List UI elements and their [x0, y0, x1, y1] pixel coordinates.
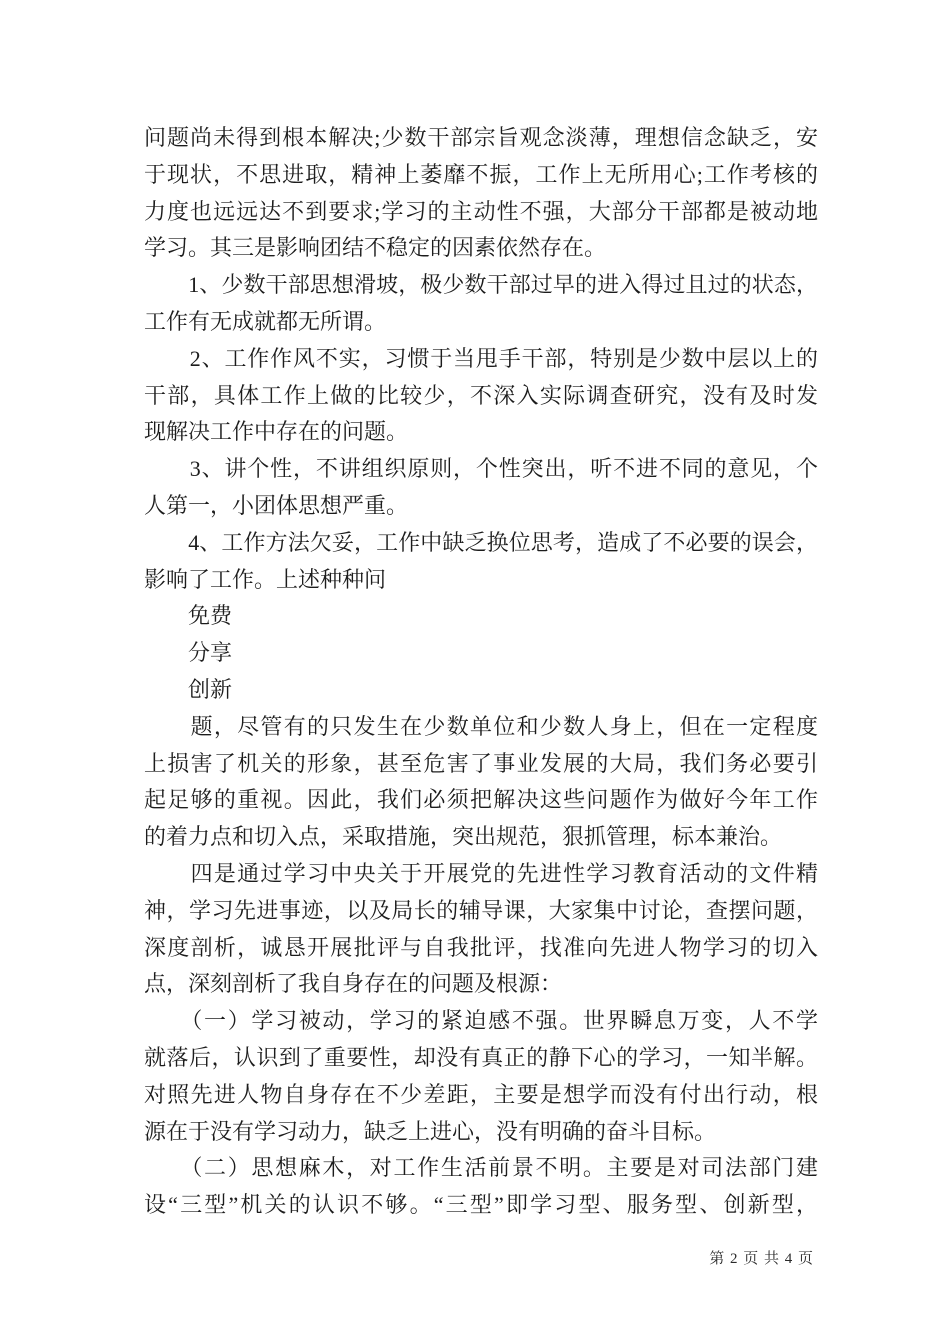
document-line: （二）思想麻木，对工作生活前景不明。主要是对司法部门建	[144, 1155, 818, 1181]
document-line: 力度也远远达不到要求;学习的主动性不强，大部分干部都是被动地	[144, 198, 818, 224]
document-line: 问题尚未得到根本解决;少数干部宗旨观念淡薄，理想信念缺乏，安	[144, 125, 818, 150]
document-line: 四是通过学习中央关于开展党的先进性学习教育活动的文件精	[144, 860, 818, 886]
document-line: 影响了工作。上述种种问	[144, 566, 387, 592]
document-line: 于现状，不思进取，精神上萎靡不振，工作上无所用心;工作考核的	[144, 161, 818, 187]
document-line: 起足够的重视。因此，我们必须把解决这些问题作为做好今年工作	[144, 787, 818, 813]
document-line: 对照先进人物自身存在不少差距，主要是想学而没有付出行动，根	[144, 1081, 818, 1107]
document-body	[144, 120, 818, 1224]
document-line: 1、少数干部思想滑坡，极少数干部过早的进入得过且过的状态，	[144, 272, 818, 298]
document-line: 的着力点和切入点，采取措施，突出规范，狠抓管理，标本兼治。	[144, 824, 783, 850]
document-line: 神，学习先进事迹，以及局长的辅导课，大家集中讨论，查摆问题，	[144, 897, 818, 923]
document-line: 深度剖析，诚恳开展批评与自我批评，找准向先进人物学习的切入	[144, 934, 818, 960]
document-line: 2、工作作风不实，习惯于当甩手干部，特别是少数中层以上的	[144, 345, 818, 371]
document-line: 创新	[144, 676, 233, 702]
document-line: 3、讲个性，不讲组织原则，个性突出，听不进不同的意见，个	[144, 456, 818, 482]
document-line: （一）学习被动，学习的紧迫感不强。世界瞬息万变，人不学	[144, 1008, 818, 1034]
document-line: 工作有无成就都无所谓。	[144, 308, 387, 334]
document-line: 人第一，小团体思想严重。	[144, 492, 409, 518]
document-line: 源在于没有学习动力，缺乏上进心，没有明确的奋斗目标。	[144, 1118, 717, 1144]
document-line: 上损害了机关的形象，甚至危害了事业发展的大局，我们务必要引	[144, 750, 818, 776]
document-line: 现解决工作中存在的问题。	[144, 419, 409, 445]
document-line: 4、工作方法欠妥，工作中缺乏换位思考，造成了不必要的误会，	[144, 529, 818, 555]
document-line: 设“三型”机关的认识不够。“三型”即学习型、服务型、创新型，	[144, 1192, 818, 1218]
document-line: 学习。其三是影响团结不稳定的因素依然存在。	[144, 235, 607, 261]
document-line: 题，尽管有的只发生在少数单位和少数人身上，但在一定程度	[144, 713, 818, 739]
document-line: 免费	[144, 603, 233, 629]
document-line: 就落后，认识到了重要性，却没有真正的静下心的学习，一知半解。	[144, 1044, 818, 1070]
page-number: 第 2 页 共 4 页	[709, 1251, 814, 1267]
document-line: 干部，具体工作上做的比较少，不深入实际调查研究，没有及时发	[144, 382, 818, 408]
page-footer	[709, 1247, 814, 1268]
document-line: 点，深刻剖析了我自身存在的问题及根源：	[144, 971, 563, 997]
document-line: 分享	[144, 640, 233, 666]
